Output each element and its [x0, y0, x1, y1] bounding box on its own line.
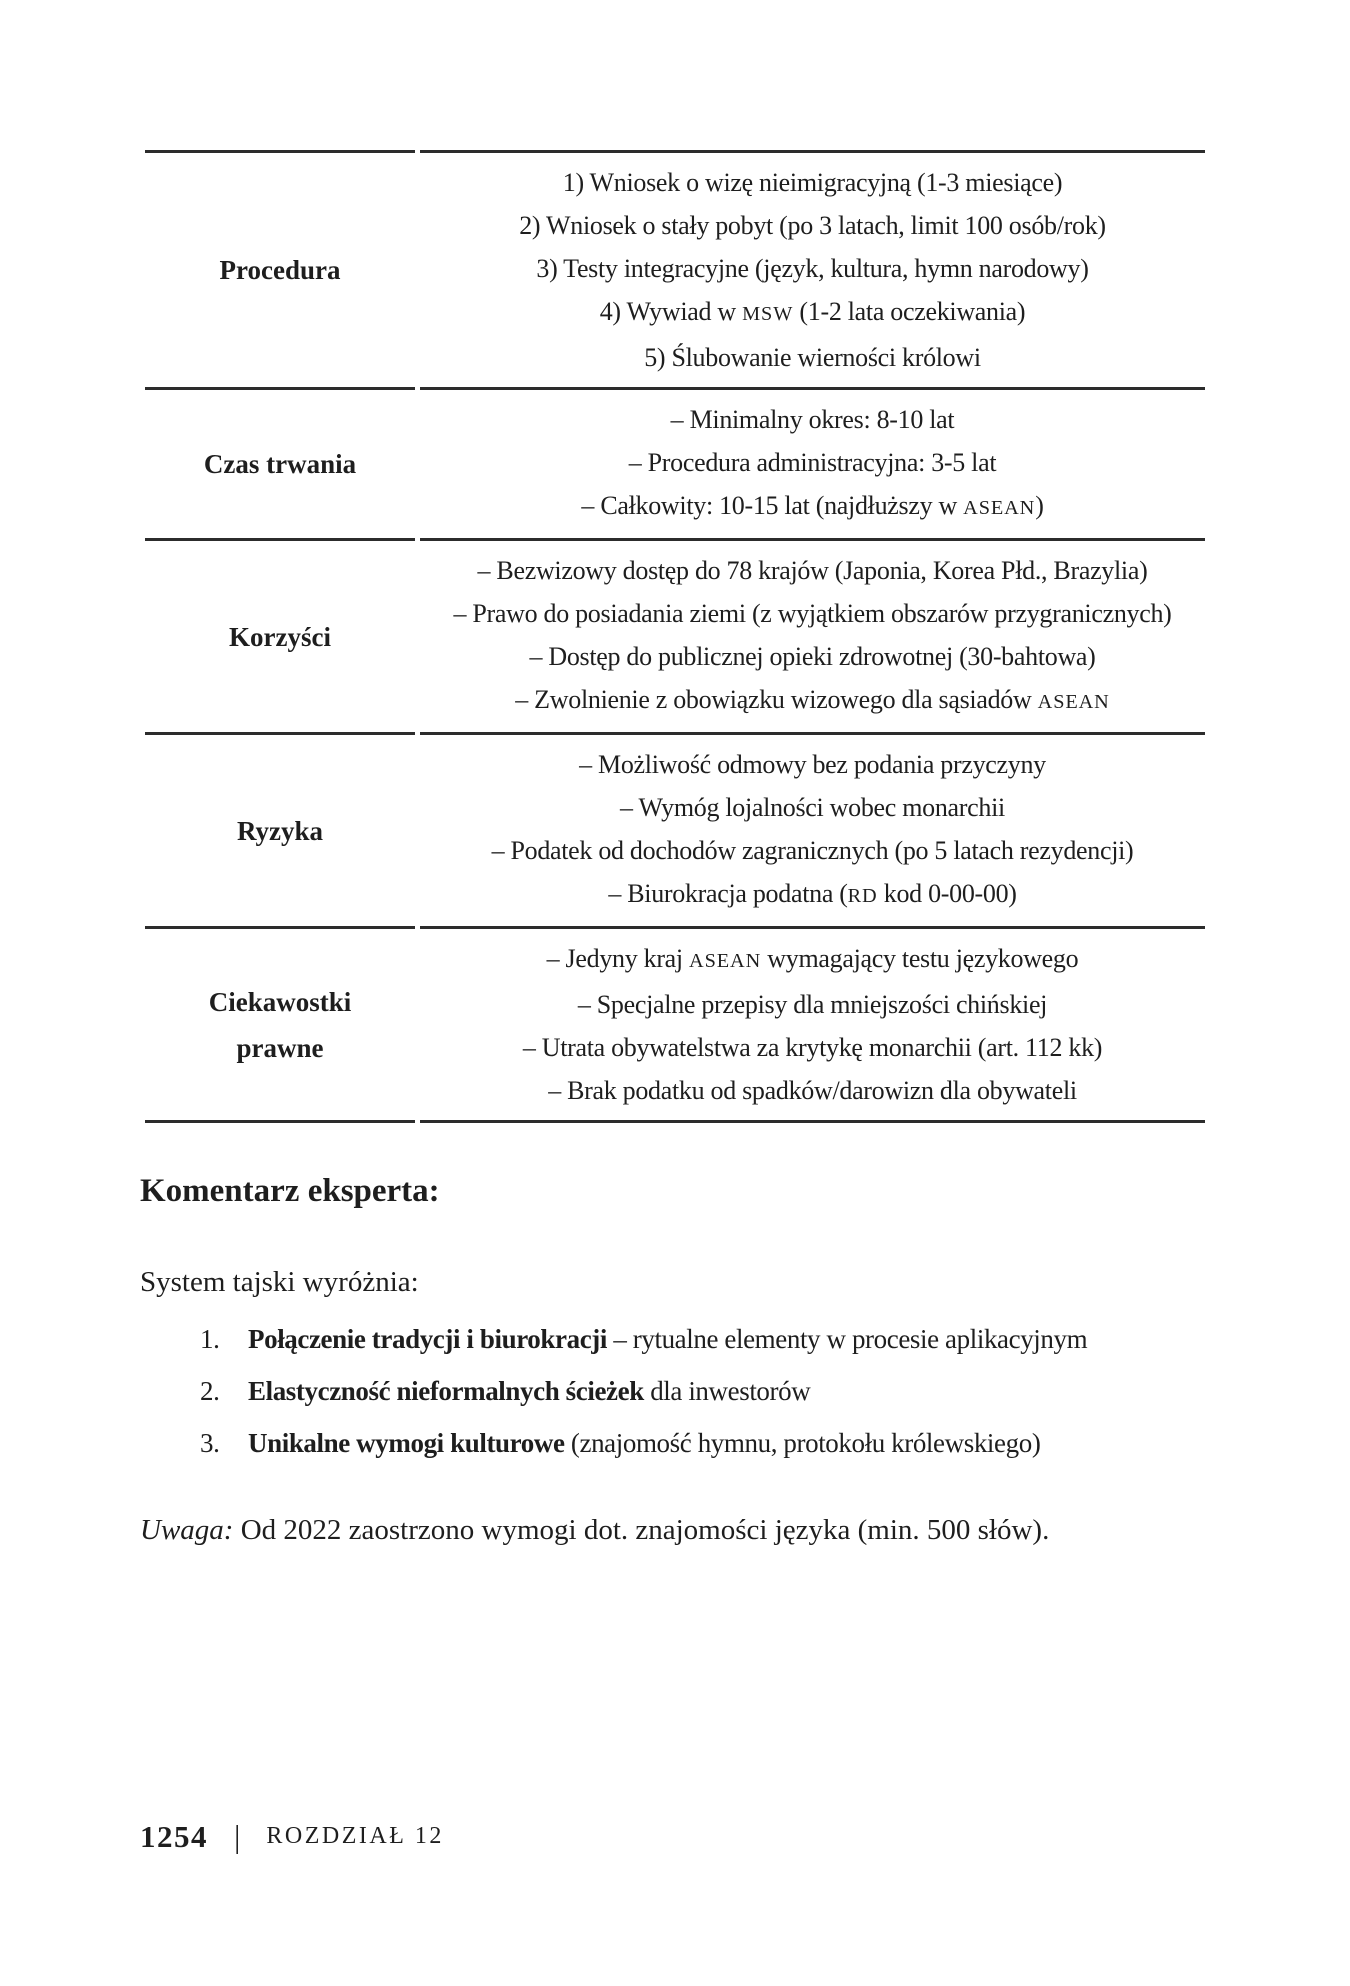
commentary-list: [140, 1313, 1210, 1469]
row-content-cell: [420, 929, 1205, 1123]
text-run: – Podatek od dochodów zagranicznych (po 5 latach rezydencji): [491, 836, 1134, 865]
commentary-intro: System tajski wyróżnia:: [140, 1266, 419, 1298]
text-run: ASEAN: [963, 497, 1036, 519]
item-text: [248, 1313, 1087, 1365]
row-line: [420, 829, 1205, 872]
row-label-cell: [145, 150, 415, 390]
row-label-cell: [145, 929, 415, 1123]
text-run: ASEAN: [1037, 691, 1110, 713]
info-table-body: [145, 150, 1205, 1123]
row-line: [420, 398, 1205, 441]
row-line: [420, 743, 1205, 786]
text-run: ASEAN: [689, 950, 762, 972]
chapter-label: ROZDZIAŁ 12: [266, 1823, 444, 1849]
row-line: [420, 937, 1205, 983]
row-content-cell: [420, 150, 1205, 390]
text-run: Od 2022 zaostrzono wymogi dot. znajomości języka (min. 500 słów).: [233, 1514, 1050, 1546]
row-line: [420, 1069, 1205, 1112]
row-line: [420, 1026, 1205, 1069]
text-run: Połączenie tradycji i biurokracji: [248, 1324, 607, 1354]
row-line: [420, 786, 1205, 829]
row-line: [420, 247, 1205, 290]
text-run: – Procedura administracyjna: 3-5 lat: [628, 448, 997, 477]
row-label-cell: [145, 390, 415, 541]
text-run: – Biurokracja podatna (: [608, 879, 848, 908]
row-line: [420, 549, 1205, 592]
text-run: – Dostęp do publicznej opieki zdrowotnej (30-bahtowa): [529, 642, 1096, 671]
text-run: 5) Ślubowanie wierności królowi: [644, 343, 981, 372]
text-run: – rytualne elementy w procesie aplikacyjnym: [606, 1324, 1088, 1354]
item-number: 2.: [200, 1376, 220, 1406]
item-number: 1.: [200, 1324, 220, 1354]
text-run: dla inwestorów: [643, 1376, 811, 1406]
table-row: [145, 541, 1205, 735]
item-text: [248, 1417, 1040, 1469]
table-row: [145, 929, 1205, 1123]
text-run: RD: [847, 885, 878, 907]
row-label-cell: [145, 735, 415, 929]
row-line: [420, 635, 1205, 678]
row-label-cell: [145, 541, 415, 735]
text-run: – Całkowity: 10-15 lat (najdłuższy w: [581, 491, 964, 520]
row-line: [420, 336, 1205, 379]
item-text: [248, 1365, 810, 1417]
row-line: [420, 290, 1205, 336]
text-run: – Jedyny kraj: [546, 944, 690, 973]
row-label-line: Procedura: [219, 255, 341, 285]
text-run: (znajomość hymnu, protokołu królewskiego): [564, 1428, 1041, 1458]
text-run: Elastyczność nieformalnych ścieżek: [248, 1376, 644, 1406]
text-run: – Brak podatku od spadków/darowizn dla obywateli: [548, 1076, 1077, 1105]
text-run: – Specjalne przepisy dla mniejszości chińskiej: [577, 990, 1048, 1019]
info-table: [140, 150, 1210, 1123]
text-run: Uwaga:: [140, 1514, 234, 1546]
row-line: [420, 161, 1205, 204]
row-line: [420, 484, 1205, 530]
row-line: [420, 678, 1205, 724]
text-run: wymagający testu językowego: [761, 944, 1079, 973]
text-run: – Zwolnienie z obowiązku wizowego dla sąsiadów: [515, 685, 1038, 714]
table-row: [145, 735, 1205, 929]
book-page: [140, 0, 1210, 1549]
text-run: 1) Wniosek o wizę nieimigracyjną (1-3 miesiące): [562, 168, 1063, 197]
row-line: [420, 204, 1205, 247]
text-run: (1-2 lata oczekiwania): [793, 297, 1026, 326]
row-line: [420, 441, 1205, 484]
text-run: – Możliwość odmowy bez podania przyczyny: [579, 750, 1046, 779]
row-label-line: Czas trwania: [203, 449, 357, 479]
text-run: 2) Wniosek o stały pobyt (po 3 latach, limit 100 osób/rok): [519, 211, 1106, 240]
expert-note: [140, 1511, 1210, 1549]
footer-divider: |: [234, 1818, 241, 1854]
commentary-heading: Komentarz eksperta:: [140, 1173, 440, 1209]
text-run: 4) Wywiad w: [599, 297, 743, 326]
row-label-line: Ryzyka: [236, 815, 324, 846]
table-row: [145, 150, 1205, 390]
text-run: MSW: [742, 303, 794, 325]
row-content-cell: [420, 735, 1205, 929]
table-row: [145, 390, 1205, 541]
row-content-cell: [420, 541, 1205, 735]
text-run: kod 0-00-00): [877, 879, 1017, 908]
row-line: [420, 983, 1205, 1026]
commentary-item: [140, 1417, 1210, 1469]
row-line: [420, 872, 1205, 918]
row-line: [420, 592, 1205, 635]
commentary-item: [140, 1365, 1210, 1417]
row-label-line: Korzyści: [229, 621, 331, 652]
text-run: – Prawo do posiadania ziemi (z wyjątkiem obszarów przygranicznych): [453, 599, 1172, 628]
text-run: – Wymóg lojalności wobec monarchii: [620, 793, 1005, 822]
page-number: 1254: [140, 1818, 208, 1854]
page-footer: [140, 1818, 444, 1855]
item-number: 3.: [200, 1428, 220, 1458]
text-run: ): [1035, 491, 1044, 520]
row-label-line: Ciekawostki: [208, 986, 352, 1017]
text-run: – Minimalny okres: 8-10 lat: [670, 405, 955, 434]
row-label-line: prawne: [236, 1032, 324, 1063]
commentary-item: [140, 1313, 1210, 1365]
row-content-cell: [420, 390, 1205, 541]
text-run: Unikalne wymogi kulturowe: [248, 1428, 565, 1458]
text-run: – Bezwizowy dostęp do 78 krajów (Japonia, Korea Płd., Brazylia): [477, 556, 1148, 585]
text-run: 3) Testy integracyjne (język, kultura, hymn narodowy): [536, 254, 1089, 283]
text-run: – Utrata obywatelstwa za krytykę monarchii (art. 112 kk): [522, 1033, 1103, 1062]
